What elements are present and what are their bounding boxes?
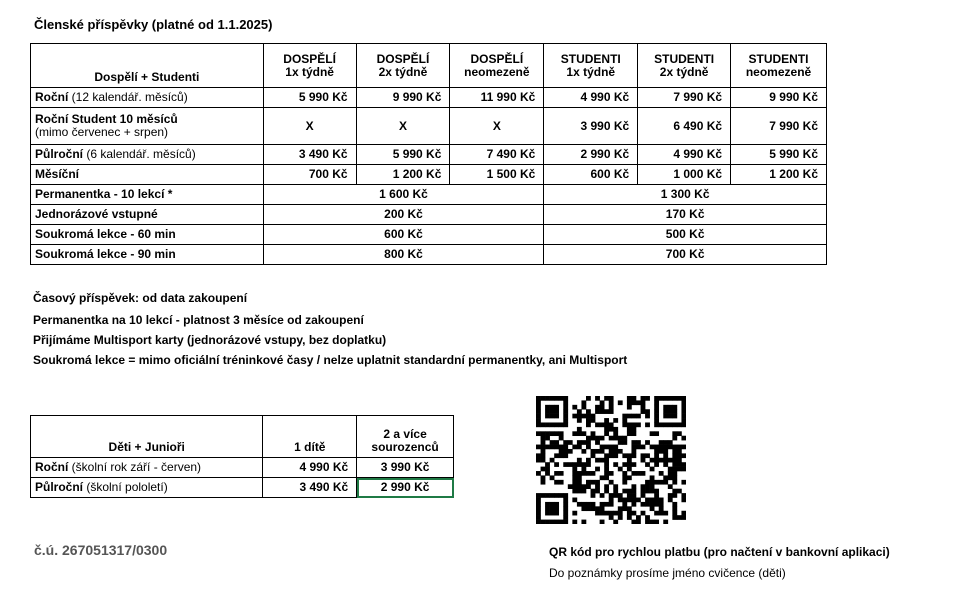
header-cell: STUDENTI 2x týdně	[638, 44, 731, 88]
price-cell: 3 990 Kč	[544, 108, 638, 145]
table-header-row	[31, 416, 454, 458]
price-cell: 4 990 Kč	[638, 145, 731, 165]
price-cell: 600 Kč	[544, 165, 638, 185]
row-label: Roční (školní rok září - červen)	[31, 458, 263, 478]
row-label: Soukromá lekce - 90 min	[31, 245, 264, 265]
price-cell: 7 490 Kč	[450, 145, 544, 165]
price-cell: 4 990 Kč	[263, 458, 357, 478]
table-row	[31, 245, 827, 265]
qr-note: Do poznámky prosíme jméno cvičence (děti)	[549, 566, 786, 580]
price-cell: 5 990 Kč	[356, 145, 450, 165]
price-cell-adult: 200 Kč	[263, 205, 544, 225]
row-label: Půlroční (školní pololetí)	[31, 478, 263, 498]
qr-caption: QR kód pro rychlou platbu (pro načtení v bankovní aplikaci)	[549, 545, 890, 559]
price-cell-student: 1 300 Kč	[544, 185, 827, 205]
price-cell: 7 990 Kč	[638, 88, 731, 108]
row-label: Půlroční (6 kalendář. měsíců)	[31, 145, 264, 165]
header-cell: DOSPĚLÍ 2x týdně	[356, 44, 450, 88]
price-cell: 6 490 Kč	[638, 108, 731, 145]
price-cell: 7 990 Kč	[731, 108, 827, 145]
price-cell: 3 490 Kč	[263, 145, 356, 165]
header-cell: STUDENTI 1x týdně	[544, 44, 638, 88]
table-row	[31, 458, 454, 478]
note-line: Přijímáme Multisport karty (jednorázové vstupy, bez doplatku)	[33, 333, 387, 347]
selected-price-cell[interactable]: 2 990 Kč	[357, 478, 454, 498]
kids-price-table	[30, 415, 454, 498]
table-row	[31, 108, 827, 145]
price-cell: 9 990 Kč	[356, 88, 450, 108]
price-cell: 2 990 Kč	[544, 145, 638, 165]
row-label: Soukromá lekce - 60 min	[31, 225, 264, 245]
price-cell: 9 990 Kč	[731, 88, 827, 108]
bank-account-number: č.ú. 267051317/0300	[34, 542, 168, 558]
header-cell: DOSPĚLÍ 1x týdně	[263, 44, 356, 88]
price-cell: 11 990 Kč	[450, 88, 544, 108]
page-title: Členské příspěvky (platné od 1.1.2025)	[34, 17, 273, 32]
note-line: Časový příspěvek: od data zakoupení	[33, 291, 248, 305]
row-label: Roční (12 kalendář. měsíců)	[31, 88, 264, 108]
price-cell-student: 170 Kč	[544, 205, 827, 225]
note-line: Soukromá lekce = mimo oficiální tréninkové časy / nelze uplatnit standardní permanentky, ani Multisport	[33, 353, 628, 367]
header-cell: 2 a více sourozenců	[357, 416, 454, 458]
table-row	[31, 165, 827, 185]
header-cell: STUDENTI neomezeně	[731, 44, 827, 88]
table-row	[31, 88, 827, 108]
note-line: Permanentka na 10 lekcí - platnost 3 měsíce od zakoupení	[33, 313, 364, 327]
table-row	[31, 225, 827, 245]
price-cell: 5 990 Kč	[263, 88, 356, 108]
row-label: Permanentka - 10 lekcí *	[31, 185, 264, 205]
row-label: Roční Student 10 měsíců (mimo červenec + srpen)	[31, 108, 264, 145]
price-cell: 4 990 Kč	[544, 88, 638, 108]
row-label: Měsíční	[31, 165, 264, 185]
table-header-row	[31, 44, 827, 88]
price-cell-student: 500 Kč	[544, 225, 827, 245]
price-cell: 5 990 Kč	[731, 145, 827, 165]
header-cell-category: Dospělí + Studenti	[31, 44, 264, 88]
price-cell: 1 200 Kč	[356, 165, 450, 185]
payment-qr-code-icon	[536, 396, 686, 524]
price-cell: 3 490 Kč	[263, 478, 357, 498]
table-row	[31, 145, 827, 165]
adult-price-table	[30, 43, 827, 265]
header-cell: 1 dítě	[263, 416, 357, 458]
table-row	[31, 205, 827, 225]
table-row	[31, 478, 454, 498]
row-label: Jednorázové vstupné	[31, 205, 264, 225]
price-cell: 1 000 Kč	[638, 165, 731, 185]
table-row	[31, 185, 827, 205]
price-cell: 1 500 Kč	[450, 165, 544, 185]
header-cell: DOSPĚLÍ neomezeně	[450, 44, 544, 88]
header-cell-category: Děti + Junioři	[31, 416, 263, 458]
price-cell-adult: 600 Kč	[263, 225, 544, 245]
price-cell: 3 990 Kč	[357, 458, 454, 478]
price-cell: X	[356, 108, 450, 145]
price-cell: 1 200 Kč	[731, 165, 827, 185]
price-cell-adult: 800 Kč	[263, 245, 544, 265]
price-cell-student: 700 Kč	[544, 245, 827, 265]
price-cell: 700 Kč	[263, 165, 356, 185]
price-cell-adult: 1 600 Kč	[263, 185, 544, 205]
price-cell: X	[450, 108, 544, 145]
price-cell: X	[263, 108, 356, 145]
